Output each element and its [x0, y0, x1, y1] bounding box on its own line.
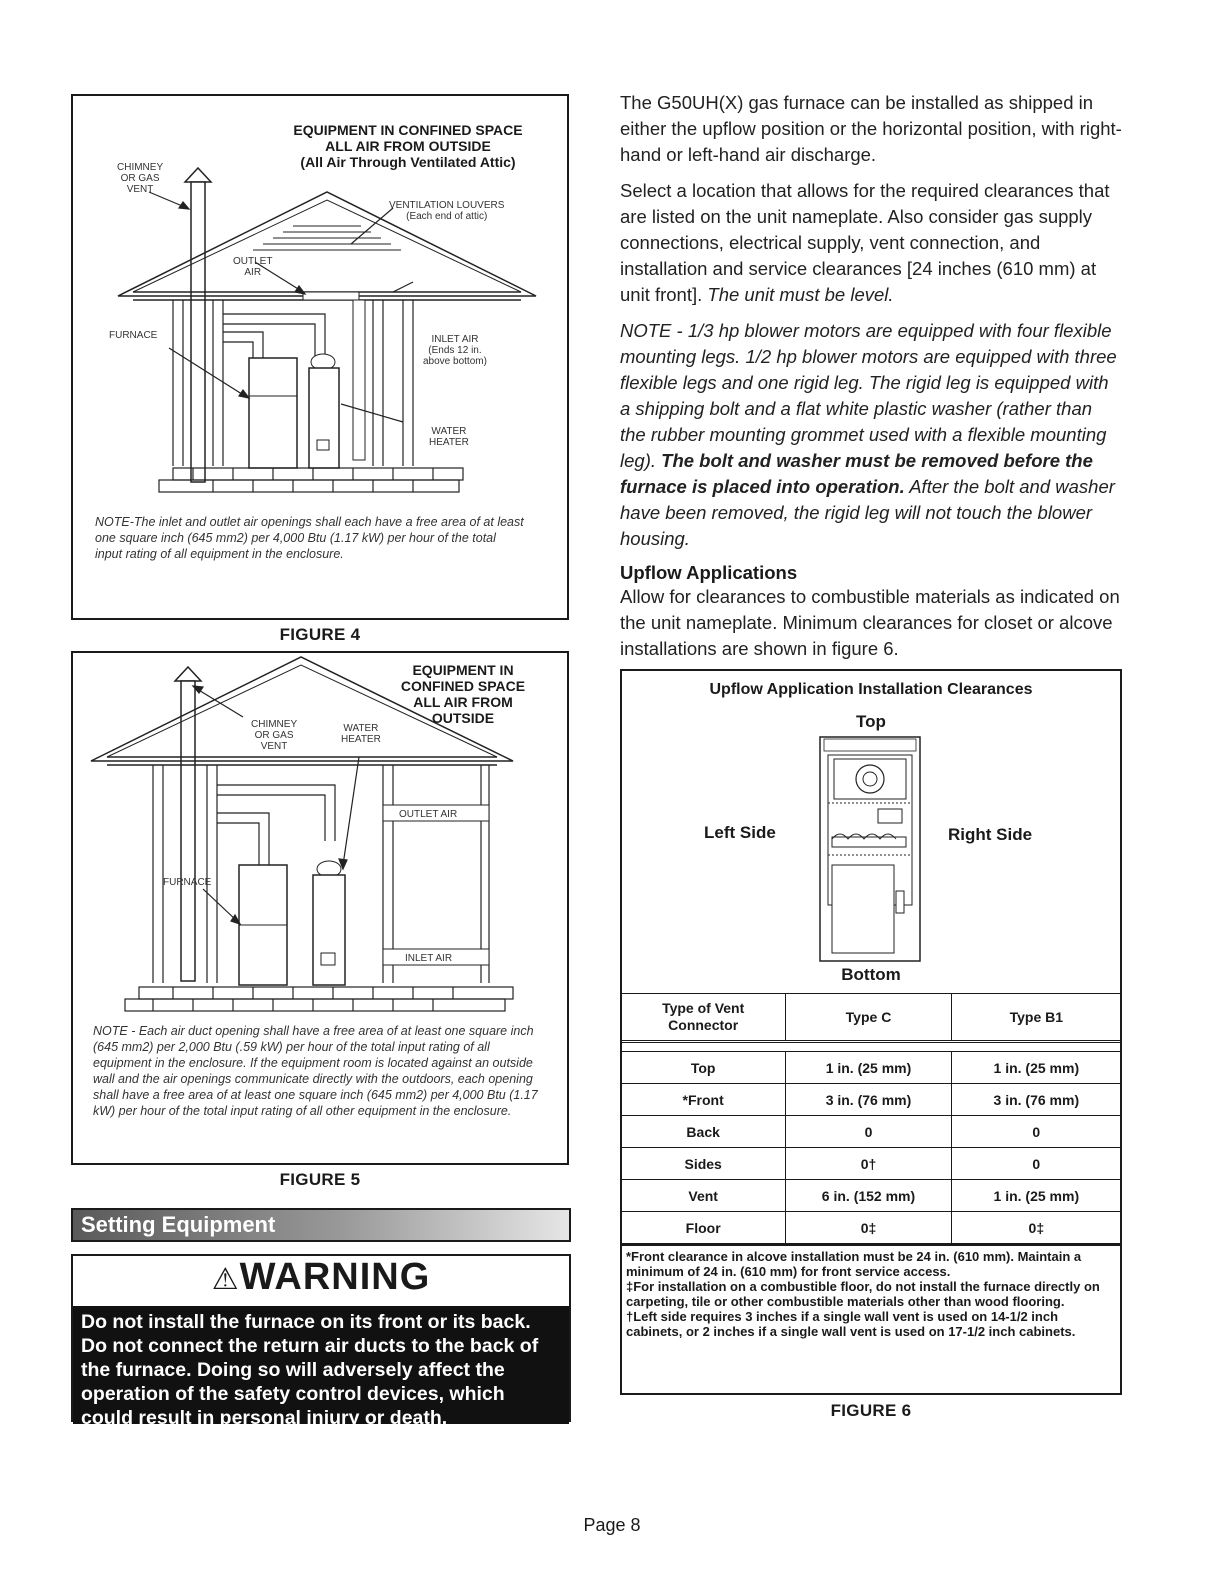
table-cell: 0 [951, 1116, 1121, 1148]
table-cell: Top [621, 1052, 786, 1084]
clearance-table [620, 993, 1122, 1244]
upflow-paragraph: Allow for clearances to combustible materials as indicated on the unit nameplate. Minimum clearances for closet or alcove installations are shown in figure 6. [620, 586, 1120, 659]
fig4-chimney-label: CHIMNEY OR GAS VENT [117, 162, 164, 195]
fig5-furnace-label: FURNACE [163, 877, 212, 888]
table-cell: 1 in. (25 mm) [951, 1180, 1121, 1212]
table-cell: 1 in. (25 mm) [786, 1052, 951, 1084]
table-cell: 0‡ [786, 1212, 951, 1244]
table-cell: 1 in. (25 mm) [951, 1052, 1121, 1084]
warning-body: Do not install the furnace on its front or its back. Do not connect the return air ducts to the back of the furnace. Doing so will adversely affect the operation of the safety control devices, which could result in personal injury or death. [73, 1306, 569, 1424]
fig4-louvers-label: VENTILATION LOUVERS (Each end of attic) [389, 200, 505, 222]
figure-4-title: EQUIPMENT IN CONFINED SPACE ALL AIR FROM OUTSIDE (All Air Through Ventilated Attic) [293, 122, 523, 170]
table-header-cell: Type of Vent Connector [621, 994, 786, 1042]
warning-box [71, 1254, 571, 1429]
location-paragraph: Select a location that allows for the required clearances that are listed on the unit nameplate. Also consider gas supply connections, electrical supply, vent connection, and installation and service clearances [24 inches (610 mm) at unit front]. The unit must be level. [620, 180, 1110, 305]
figure-5-title: EQUIPMENT IN CONFINED SPACE ALL AIR FROM OUTSIDE [400, 662, 526, 726]
figure-5-box [71, 651, 569, 1165]
table-cell: 0† [786, 1148, 951, 1180]
clearance-left-label: Left Side [704, 823, 776, 842]
table-row [621, 1084, 1122, 1116]
fig5-chimney-label: CHIMNEY OR GAS VENT [251, 719, 298, 752]
table-cell: 3 in. (76 mm) [786, 1084, 951, 1116]
figure-4-caption: FIGURE 4 [279, 625, 361, 644]
section-heading-setting-equipment [71, 1208, 571, 1242]
table-cell: Back [621, 1116, 786, 1148]
figure-4-box [71, 94, 569, 620]
fig5-inlet-label: INLET AIR [405, 953, 453, 964]
figure-6-footnotes [620, 1244, 1122, 1342]
clearance-table-wrap [620, 993, 1122, 1342]
furnace-cabinet-diagram [818, 735, 922, 963]
fig4-inlet-label: INLET AIR (Ends 12 in. above bottom) [423, 334, 487, 367]
upflow-heading: Upflow Applications [620, 562, 798, 583]
clearance-right-label: Right Side [948, 825, 1033, 844]
fig4-water-heater-label: WATER HEATER [429, 426, 469, 448]
fig5-outlet-label: OUTLET AIR [399, 809, 458, 820]
fig4-furnace-label: FURNACE [109, 330, 158, 341]
table-row [621, 1212, 1122, 1244]
table-header-cell: Type C [786, 994, 951, 1042]
table-cell: 0 [786, 1116, 951, 1148]
table-cell: 0‡ [951, 1212, 1121, 1244]
table-cell: 3 in. (76 mm) [951, 1084, 1121, 1116]
footnote-front: *Front clearance in alcove installation must be 24 in. (610 mm). Maintain a minimum of 24 in. (610 mm) for front service access. [626, 1249, 1082, 1279]
figure-6-box [620, 669, 1122, 1395]
figure-5-note: NOTE - Each air duct opening shall have a free area of at least one square inch (645 mm2) per 2,000 Btu (.59 kW) per hour of the total input rating of all equipment in the enclosure. If the equipment room is located against an outside wall and the air openings communicate directly with the outdoors, each opening shall have a free area of at least one square inch (645 mm2) per 4,000 Btu (1.17 kW) per hour of the total input rating of all other equipment in the enclosure. [93, 1024, 538, 1118]
warning-title: WARNING [239, 1256, 431, 1298]
figure-4-note: NOTE-The inlet and outlet air openings shall each have a free area of at least one square inch (645 mm2) per 4,000 Btu (1.17 kW) per hour of the total input rating of all equipment in the enclosure. [95, 515, 524, 561]
clearance-top-label: Top [856, 712, 886, 731]
figure-5-caption: FIGURE 5 [279, 1170, 361, 1189]
figure-6-caption: FIGURE 6 [830, 1401, 912, 1420]
intro-paragraph: The G50UH(X) gas furnace can be installed as shipped in either the upflow position or the horizontal position, with right-hand or left-hand air discharge. [620, 92, 1122, 165]
table-cell: Vent [621, 1180, 786, 1212]
clearance-bottom-label: Bottom [841, 965, 901, 984]
table-cell: *Front [621, 1084, 786, 1116]
footnote-left-side: †Left side requires 3 inches if a single wall vent is used on 14-1/2 inch cabinets, or 2 inches if a single wall vent is used on 17-1/2 inch cabinets. [626, 1309, 1076, 1339]
table-header-cell: Type B1 [951, 994, 1121, 1042]
table-cell: Floor [621, 1212, 786, 1244]
section-title: Setting Equipment [81, 1212, 276, 1237]
warning-triangle-icon: ⚠ [211, 1263, 240, 1296]
table-spacer-row [621, 1042, 1122, 1052]
table-cell: 6 in. (152 mm) [786, 1180, 951, 1212]
table-row [621, 1180, 1122, 1212]
table-cell: Sides [621, 1148, 786, 1180]
fig5-water-heater-label: WATER HEATER [341, 723, 381, 745]
table-row [621, 1052, 1122, 1084]
fig4-outlet-label: OUTLET AIR [233, 256, 273, 278]
figure-6-title: Upflow Application Installation Clearances [709, 681, 1033, 698]
footnote-floor: ‡For installation on a combustible floor, do not install the furnace directly on carpeting, tile or other combustible materials other than wood flooring. [626, 1279, 1100, 1309]
right-column-text [620, 90, 1122, 662]
table-cell: 0 [951, 1148, 1121, 1180]
table-header-row [621, 994, 1122, 1042]
page-number: Page 8 [583, 1515, 641, 1535]
warning-header [73, 1256, 569, 1306]
blower-note-paragraph: NOTE - 1/3 hp blower motors are equipped with four flexible mounting legs. 1/2 hp blower motors are equipped with three flexible legs and one rigid leg. The rigid leg is equipped with a shipping bolt and a flat white plastic washer (rather than the rubber mounting grommet used with a flexible mounting leg). The bolt and washer must be removed before the furnace is placed into operation. After the bolt and washer have been removed, the rigid leg will not touch the blower housing. [620, 320, 1117, 549]
figure-4-diagram [73, 96, 567, 516]
table-row [621, 1148, 1122, 1180]
table-row [621, 1116, 1122, 1148]
